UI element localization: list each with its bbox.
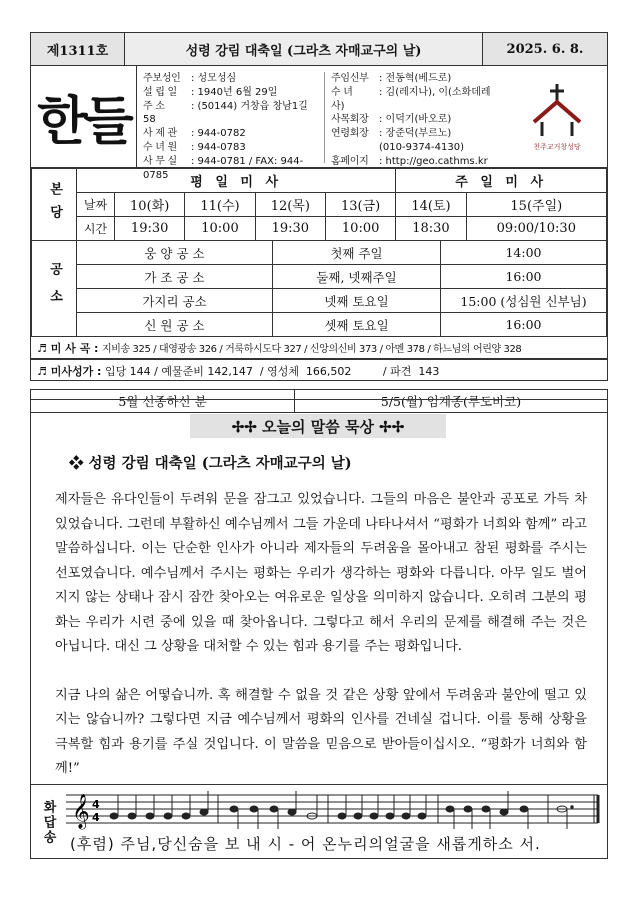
hwadapsong-label: 화답송	[40, 799, 56, 845]
time-cell: 18:30	[396, 217, 466, 241]
parish-info-value: : 성모성심	[191, 73, 237, 84]
time-cell: 10:00	[325, 217, 395, 241]
parish-info-key: 수 녀	[331, 86, 353, 98]
parish-info-key: 연령회장	[331, 128, 369, 140]
header-bar	[30, 32, 608, 66]
weekday-mass-title: 평 일 미 사	[77, 169, 396, 193]
parish-info-line	[143, 72, 320, 86]
sunday-mass-title: 주 일 미 사	[396, 169, 607, 193]
handeul-logo: 한들	[31, 66, 137, 167]
gongso-when: 셋째 토요일	[273, 313, 441, 337]
gongso-name: 가 조 공 소	[77, 265, 273, 289]
parish-info-left	[143, 72, 325, 181]
departed-label: 5월 선종하신 분	[31, 390, 295, 412]
bulletin-frame	[30, 32, 608, 413]
parish-info-key: 수 녀 원	[143, 141, 177, 153]
misa-seongga-label: ♬ 미사성가 :	[37, 365, 102, 378]
parish-info-line	[143, 86, 320, 100]
parish-info-key: 주보성인	[143, 73, 181, 84]
meditation-body	[55, 488, 587, 782]
parish-info-key: 사목회장	[331, 114, 369, 126]
departed-name: 5/5(월) 임계종(루도비코)	[380, 394, 522, 409]
music-staff	[66, 787, 606, 833]
time-cell: 09:00/10:30	[466, 217, 606, 241]
church-cross-icon	[530, 82, 584, 138]
parish-info-key: 사 무 실	[143, 155, 177, 167]
parish-info-value: : 김(레지나), 이(소화데레사)	[331, 86, 491, 112]
parish-info-line	[331, 127, 503, 141]
mass-schedule	[30, 168, 608, 337]
parish-info-value: : 전동혁(베드로)	[379, 73, 452, 84]
gongso-when: 첫째 주일	[273, 241, 441, 265]
meditation-title: ✢✢ 오늘의 말씀 묵상 ✢✢	[190, 414, 446, 438]
treble-clef-icon: 𝄞	[72, 794, 90, 829]
misa-seongga-row	[30, 359, 608, 381]
parish-info-line	[331, 155, 503, 169]
masthead	[30, 66, 608, 181]
bulletin-date: 2025. 6. 8.	[483, 33, 607, 65]
parish-info-right	[325, 72, 503, 167]
hwadapsong-lyrics: (후렴) 주님,당신숨을 보 내 시 - 어 온누리의얼굴을 새롭게하소 서.	[70, 835, 541, 853]
day-cell: 11(수)	[185, 193, 255, 217]
parish-info-value: : 1940년 6월 29일	[191, 86, 278, 98]
misa-gok-text: 지비송 325 / 대영광송 326 / 거룩하시도다 327 / 신앙의신비 373 / 아멘 378 / 하느님의 어린양 328	[101, 344, 522, 355]
parish-info-value: : 944-0781 / FAX: 944-0785	[143, 155, 304, 181]
time-label: 시간	[77, 217, 115, 241]
parish-info-value: : 이덕기(바오로)	[379, 114, 452, 126]
day-cell: 14(토)	[396, 193, 466, 217]
parish-info-value: (010-9374-4130)	[379, 141, 465, 153]
music-score	[66, 785, 608, 859]
svg-text:4: 4	[92, 798, 100, 811]
parish-info-line	[143, 127, 320, 141]
church-logo	[507, 66, 607, 167]
bulletin-title: 성령 강림 대축일 (그라츠 자매교구의 날)	[125, 33, 483, 65]
misa-seongga-text: 입당 144 / 예물준비 142,147 / 영성체 166,502 / 파견 143	[104, 365, 440, 378]
day-cell: 15(주일)	[466, 193, 606, 217]
parish-info-key: 설 립 일	[143, 86, 177, 98]
svg-text:4: 4	[92, 811, 100, 824]
parish-info-key: 주 소	[143, 100, 165, 112]
gongso-time: 14:00	[441, 241, 607, 265]
meditation-paragraph: 제자들은 유다인들이 두려워 문을 잠그고 있었습니다. 그들의 마음은 불안과 공포로 가득 차 있었습니다. 그런데 부활하신 예수님께서 그들 가운데 나타나셔서 “평화가 너희와 함께” 라고 말씀하십니다. 이는 단순한 인사가 아니라 제자들의 두려움을 몰아내고 참된 평화를 주시는 선포였습니다. 예수님께서 주시는 평화는 우리가 생각하는 평화와 다릅니다. 아무 일도 벌어지지 않는 상태나 잠시 잠깐 찾아오는 여유로운 일상을 의미하지 않습니다. 오히려 그분의 평화는 우리가 시련 중에 있을 때 찾아옵니다. 그렇다고 해서 우리의 문제를 해결해 주는 것은 아닙니다. 대신 그 상황을 대처할 수 있는 힘과 용기를 주는 평화입니다.	[55, 492, 587, 654]
day-label: 날짜	[77, 193, 115, 217]
issue-number: 제1311호	[31, 33, 125, 65]
time-cell: 19:30	[255, 217, 325, 241]
time-cell: 19:30	[115, 217, 185, 241]
day-cell: 13(금)	[325, 193, 395, 217]
gongso-when: 넷째 토요일	[273, 289, 441, 313]
side-label-gongso: 공소	[32, 241, 77, 337]
parish-info-line	[331, 141, 503, 155]
side-label-bondang: 본당	[32, 169, 77, 241]
parish-info-key: 홈페이지	[331, 155, 369, 167]
gongso-name: 신 원 공 소	[77, 313, 273, 337]
parish-info-line	[143, 141, 320, 155]
misa-gok-label: ♬ 미 사 곡 :	[37, 342, 99, 355]
gongso-name: 웅 양 공 소	[77, 241, 273, 265]
gongso-time: 16:00	[441, 313, 607, 337]
misa-gok-row	[30, 337, 608, 359]
parish-info-value: : http://geo.cathms.kr	[379, 155, 488, 167]
gongso-time: 15:00 (성심원 신부님)	[441, 289, 607, 313]
parish-info-line	[143, 100, 320, 128]
gongso-time: 16:00	[441, 265, 607, 289]
meditation-subtitle: ❖ 성령 강림 대축일 (그라츠 자매교구의 날)	[69, 455, 352, 472]
parish-info-value: : 944-0783	[191, 141, 246, 153]
parish-info-value: : (50144) 거창읍 창남1길 58	[143, 100, 308, 126]
church-caption: 천주교거창성당	[533, 142, 581, 151]
time-cell: 10:00	[185, 217, 255, 241]
meditation-paragraph: 지금 나의 삶은 어떻습니까. 혹 해결할 수 없을 것 같은 상황 앞에서 두려움과 불안에 떨고 있지는 않습니까? 그렇다면 지금 예수님께서 평화의 인사를 건네실 겁니다. 이를 통해 상황을 극복할 힘과 용기를 주실 것입니다. 이 말씀을 믿음으로 받아들이십시오. “평화가 너희와 함께!”	[55, 687, 587, 776]
day-cell: 12(목)	[255, 193, 325, 217]
parish-info-value: : 장준덕(부르노)	[379, 128, 452, 140]
parish-info-line	[331, 86, 503, 114]
parish-info-key: 사 제 관	[143, 128, 177, 140]
parish-info-line	[331, 113, 503, 127]
parish-info	[137, 66, 507, 181]
parish-info-line	[331, 72, 503, 86]
day-cell: 10(화)	[115, 193, 185, 217]
parish-info-value: : 944-0782	[191, 128, 246, 140]
gongso-when: 둘째, 넷째주일	[273, 265, 441, 289]
gongso-name: 가지리 공소	[77, 289, 273, 313]
parish-info-key: 주임신부	[331, 73, 369, 84]
hwadapsong-section	[30, 784, 608, 859]
